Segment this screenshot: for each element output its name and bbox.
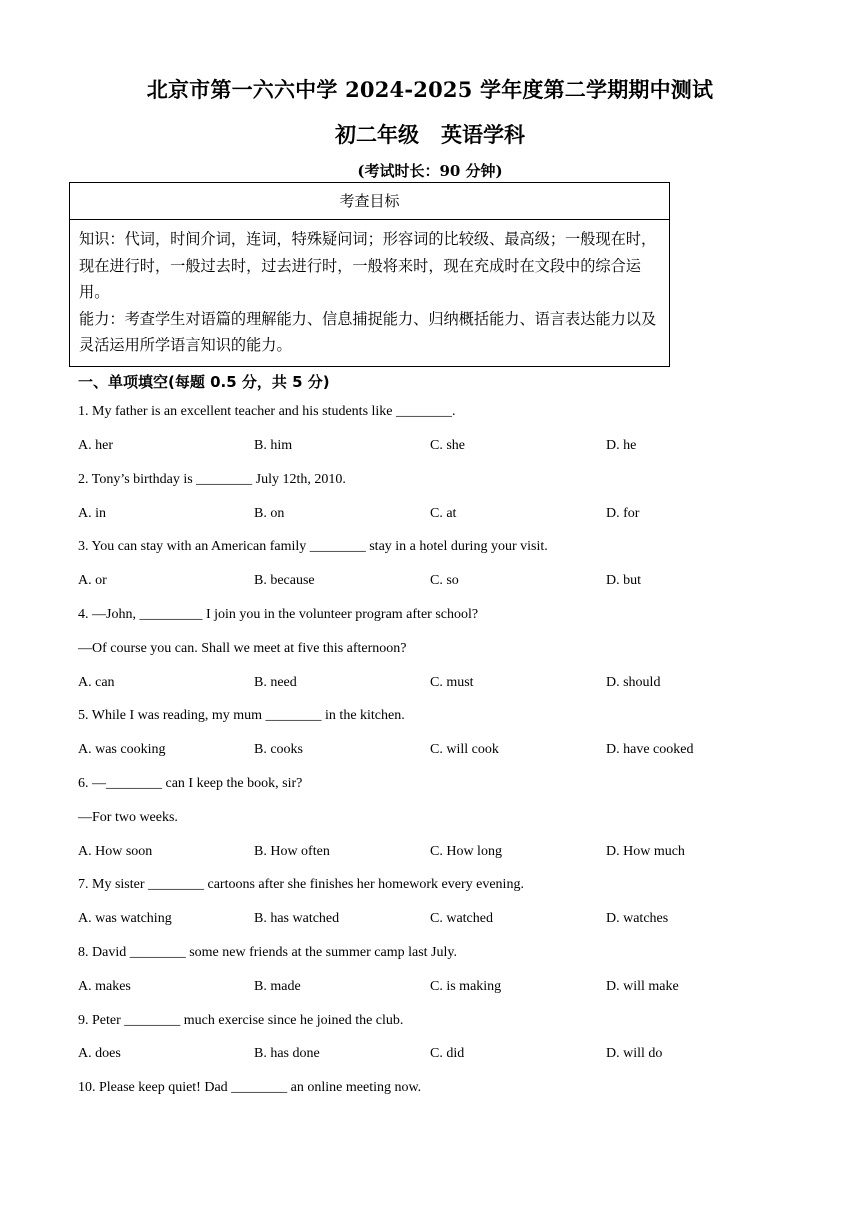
option-row: [0, 506, 860, 524]
option-c: C. watched: [430, 911, 493, 926]
option-a: A. makes: [78, 979, 131, 994]
subject-label: 英语学科: [441, 122, 525, 147]
option-d: D. have cooked: [606, 742, 694, 757]
section-title: 一、单项填空(每题 0.5 分，共 5 分): [78, 373, 330, 391]
question-stem: 5. While I was reading, my mum ________ in the kitchen.: [78, 708, 405, 723]
goals-table: [69, 182, 670, 367]
option-a: A. can: [78, 675, 115, 690]
option-d: D. watches: [606, 911, 669, 926]
question-stem: 6. —________ can I keep the book, sir?: [78, 776, 303, 791]
option-row: [0, 911, 860, 929]
option-c: C. did: [430, 1046, 465, 1061]
option-c: C. must: [430, 675, 474, 690]
option-d: D. for: [606, 506, 640, 521]
option-a: A. does: [78, 1046, 121, 1061]
option-b: B. has done: [254, 1046, 320, 1061]
option-c: C. is making: [430, 979, 502, 994]
option-row: [0, 742, 860, 760]
goals-body: [70, 220, 669, 359]
goals-heading: 考查目标: [70, 183, 669, 220]
option-a: A. was watching: [78, 911, 172, 926]
option-row: [0, 979, 860, 997]
option-c: C. will cook: [430, 742, 499, 757]
exam-title: 北京市第一六六中学 2024-2025 学年度第二学期期中测试: [146, 77, 714, 102]
option-a: A. was cooking: [78, 742, 166, 757]
goals-knowledge: 知识：代词，时间介词，连词，特殊疑问词；形容词的比较级、最高级；一般现在时，现在进行时，一般过去时，过去进行时，一般将来时，现在充成时在文段中的综合运用。: [79, 230, 657, 301]
option-d: D. should: [606, 675, 661, 690]
goals-ability: 能力：考查学生对语篇的理解能力、信息捕捉能力、归纳概括能力、语言表达能力以及灵活运用所学语言知识的能力。: [79, 309, 657, 354]
option-b: B. cooks: [254, 742, 303, 757]
option-d: D. will do: [606, 1046, 663, 1061]
option-b: B. made: [254, 979, 301, 994]
option-a: A. How soon: [78, 844, 153, 859]
option-c: C. How long: [430, 844, 502, 859]
question-stem: 8. David ________ some new friends at the summer camp last July.: [78, 945, 457, 960]
question-stem: 9. Peter ________ much exercise since he joined the club.: [78, 1013, 404, 1028]
option-d: D. he: [606, 438, 637, 453]
option-d: D. but: [606, 573, 641, 588]
option-row: [0, 675, 860, 693]
grade-subject-line: [0, 119, 860, 149]
option-row: [0, 844, 860, 862]
question-stem: 10. Please keep quiet! Dad ________ an online meeting now.: [78, 1080, 422, 1095]
question-stem: 3. You can stay with an American family ________ stay in a hotel during your visit.: [78, 539, 548, 554]
option-a: A. or: [78, 573, 107, 588]
option-b: B. him: [254, 438, 293, 453]
option-c: C. she: [430, 438, 465, 453]
question-stem: 2. Tony’s birthday is ________ July 12th, 2010.: [78, 472, 346, 487]
option-a: A. her: [78, 438, 113, 453]
option-b: B. How often: [254, 844, 330, 859]
question-stem: 1. My father is an excellent teacher and his students like ________.: [78, 404, 456, 419]
exam-duration: (考试时长：90 分钟): [357, 162, 503, 180]
option-row: [0, 1046, 860, 1064]
option-b: B. need: [254, 675, 297, 690]
question-stem: 7. My sister ________ cartoons after she finishes her homework every evening.: [78, 877, 524, 892]
grade-label: 初二年级: [335, 122, 419, 147]
option-d: D. How much: [606, 844, 685, 859]
option-b: B. has watched: [254, 911, 340, 926]
option-c: C. so: [430, 573, 459, 588]
option-c: C. at: [430, 506, 457, 521]
question-dialogue-reply: —For two weeks.: [78, 810, 178, 825]
option-d: D. will make: [606, 979, 679, 994]
question-stem: 4. —John, _________ I join you in the volunteer program after school?: [78, 607, 479, 622]
question-dialogue-reply: —Of course you can. Shall we meet at five this afternoon?: [78, 641, 407, 656]
option-row: [0, 438, 860, 456]
option-b: B. because: [254, 573, 315, 588]
option-a: A. in: [78, 506, 106, 521]
option-b: B. on: [254, 506, 285, 521]
option-row: [0, 573, 860, 591]
